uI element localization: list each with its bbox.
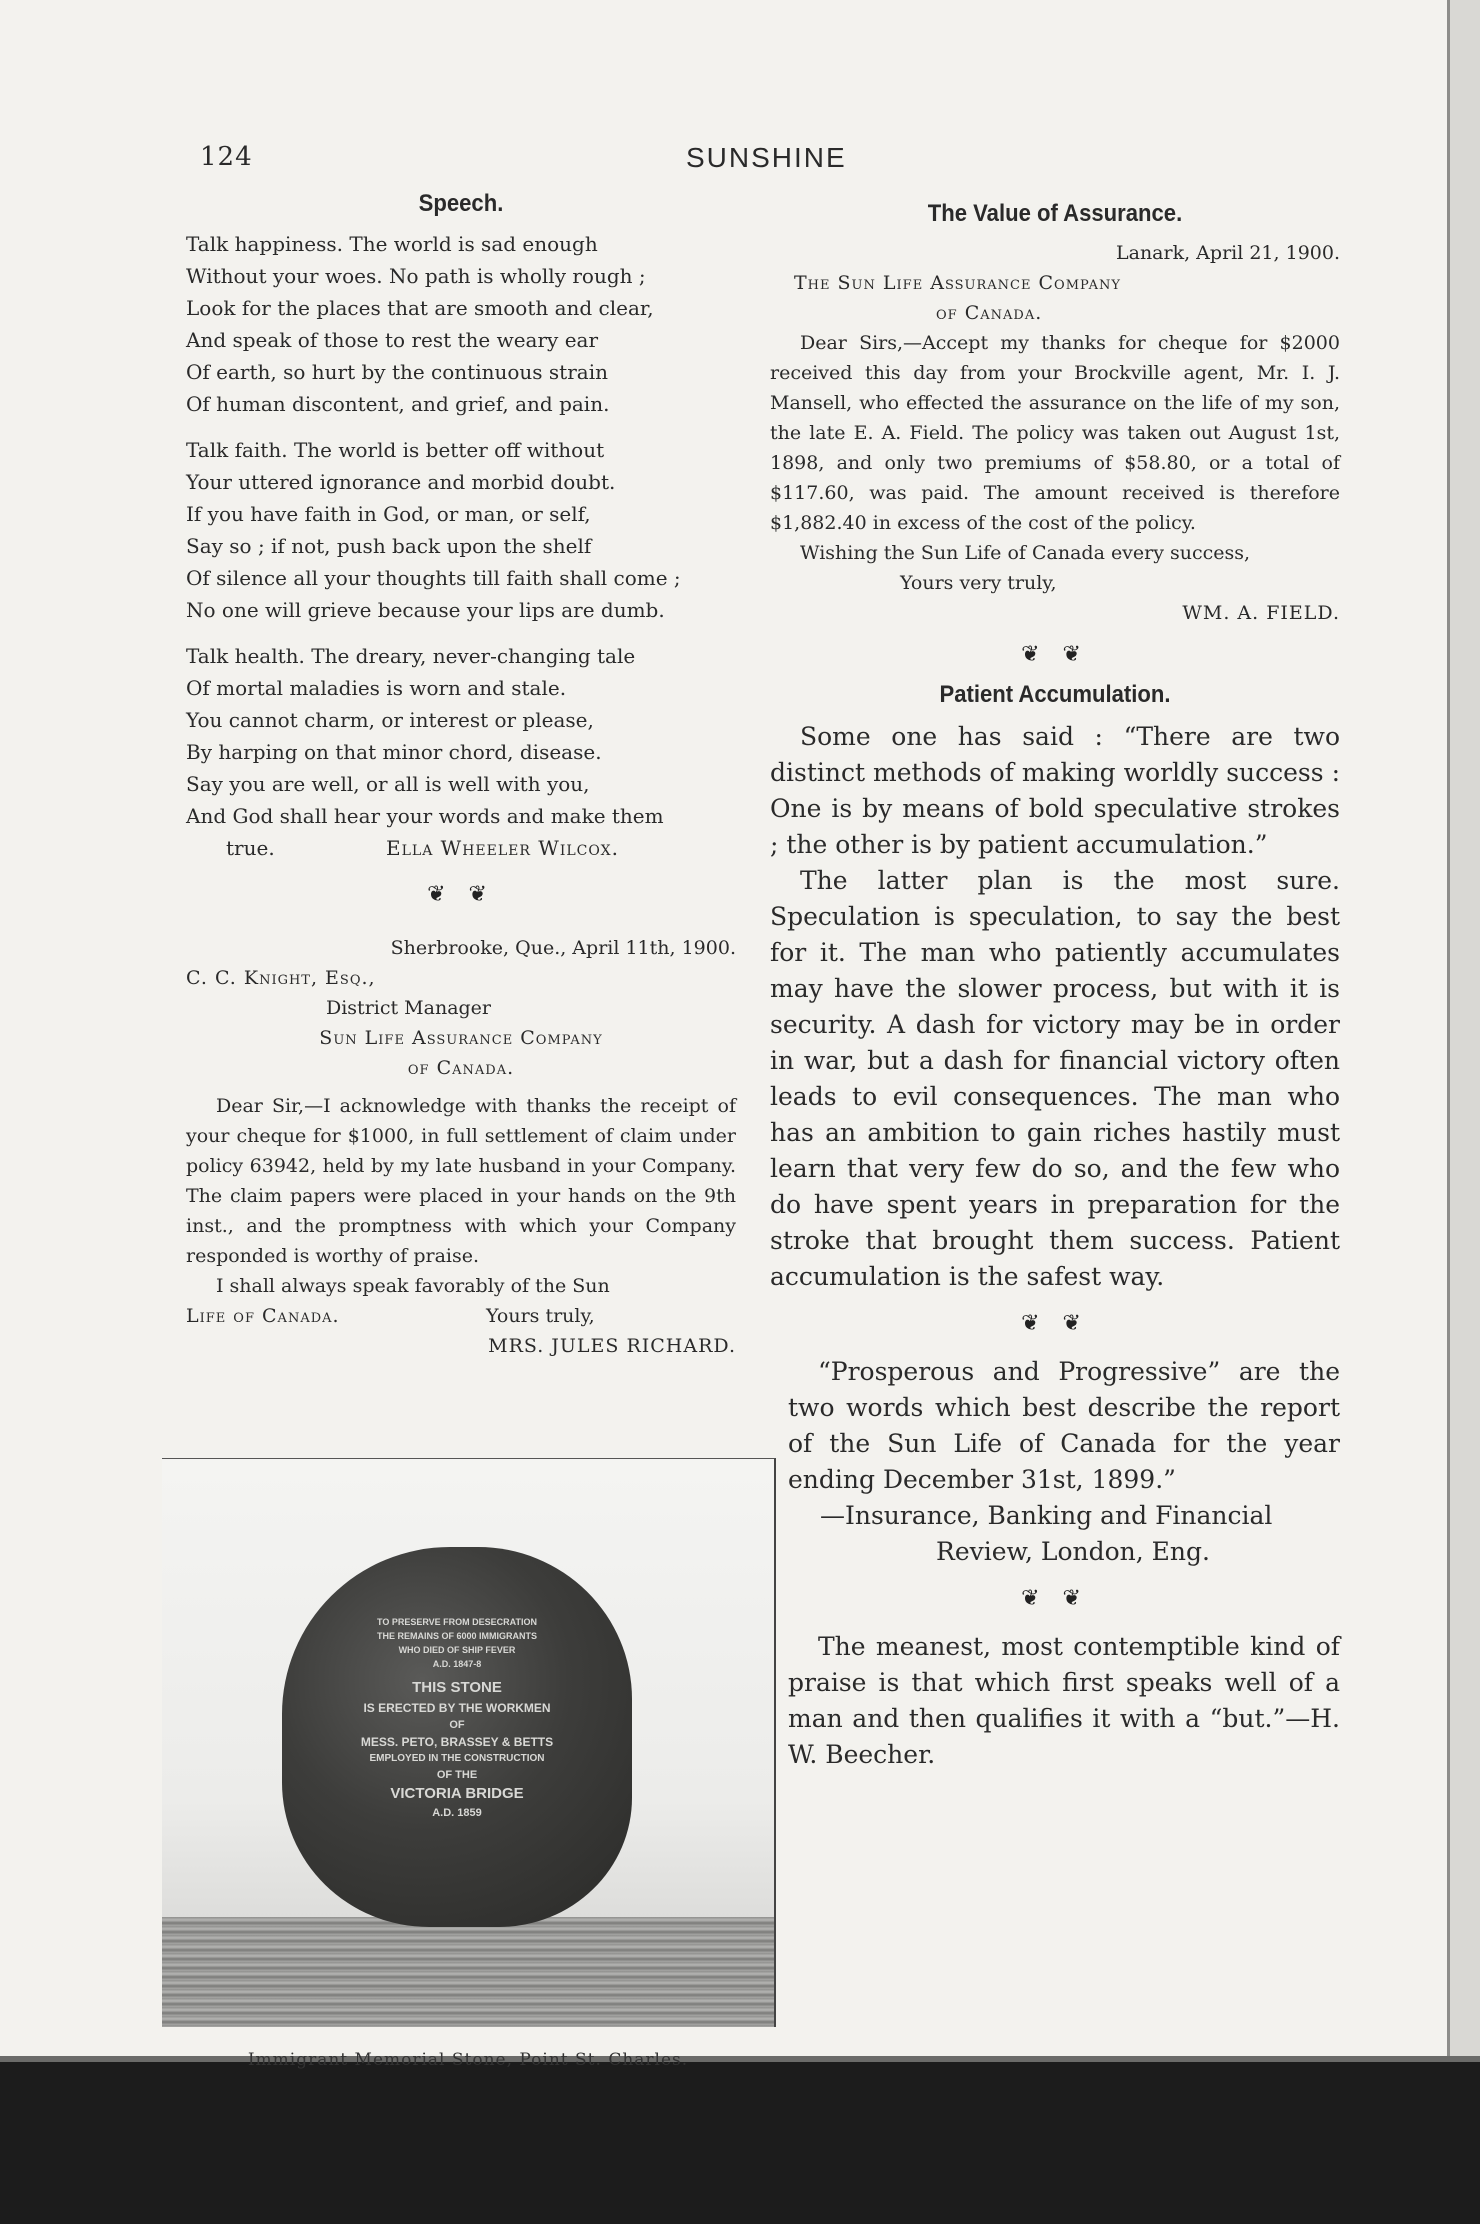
- speech-heading: Speech.: [418, 190, 504, 217]
- poem-line: Of earth, so hurt by the continuous strain: [186, 360, 608, 384]
- letter-closing-line: I shall always speak favorably of the Sun: [216, 1275, 610, 1297]
- prosperous-source: —Insurance, Banking and Financial: [820, 1501, 1273, 1530]
- stone-inscription: EMPLOYED IN THE CONSTRUCTION: [369, 1753, 545, 1764]
- poem-last-word: true.: [226, 836, 275, 860]
- stone-inscription: VICTORIA BRIDGE: [390, 1785, 524, 1802]
- letter-company: The Sun Life Assurance Company: [794, 272, 1121, 294]
- letter-company-country: of Canada.: [936, 302, 1043, 324]
- page-edge: [1450, 0, 1480, 2224]
- letter-company-country: of Canada.: [407, 1057, 515, 1079]
- poem-stanza-2: [186, 434, 736, 626]
- page-number: 124: [200, 142, 253, 172]
- poem-line: Of silence all your thoughts till faith shall come ;: [186, 566, 681, 590]
- left-column: [186, 190, 736, 1361]
- ornament-divider: ❦ ❦: [1021, 1586, 1089, 1611]
- scan-border: [0, 2062, 1480, 2224]
- stone-inscription: MESS. PETO, BRASSEY & BETTS: [360, 1735, 554, 1749]
- poem-line: Talk happiness. The world is sad enough: [186, 232, 598, 256]
- prosperous-quote: “Prosperous and Progressive” are the two words which best describe the report of the Sun Life of Canada for the year ending December 31st, 1899.”: [788, 1357, 1340, 1494]
- poem-line: By harping on that minor chord, disease.: [186, 740, 602, 764]
- stone-inscription: A.D. 1847-8: [432, 1659, 482, 1669]
- letter-yours: Yours very truly,: [900, 572, 1057, 594]
- ornament-divider: ❦ ❦: [1021, 1311, 1089, 1336]
- letter-closing: [186, 1271, 736, 1301]
- poem-line: Without your woes. No path is wholly rough ;: [186, 264, 646, 288]
- stone-inscription: THE REMAINS OF 6000 IMMIGRANTS: [376, 1631, 538, 1641]
- stone-inscription: WHO DIED OF SHIP FEVER: [398, 1645, 516, 1655]
- running-head: SUNSHINE: [686, 142, 847, 173]
- poem-line: Look for the places that are smooth and clear,: [186, 296, 654, 320]
- letter-signature: WM. A. FIELD.: [1182, 602, 1340, 624]
- poem-stanza-1: [186, 228, 736, 420]
- poem-author: Ella Wheeler Wilcox.: [386, 836, 619, 860]
- letter-signature: MRS. JULES RICHARD.: [488, 1335, 736, 1357]
- letter-wish: Wishing the Sun Life of Canada every success,: [800, 542, 1251, 564]
- poem-line: Talk health. The dreary, never-changing tale: [186, 644, 636, 668]
- stone-inscription: THIS STONE: [412, 1679, 502, 1696]
- letter-yours: Yours truly,: [486, 1305, 595, 1327]
- letter-company: Sun Life Assurance Company: [319, 1027, 603, 1049]
- beecher-quote: The meanest, most contemptible kind of praise is that which first speaks well of a man and then qualifies it with a “but.”—H. W. Beecher.: [788, 1632, 1340, 1769]
- stone-inscription: IS ERECTED BY THE WORKMEN: [363, 1701, 551, 1715]
- ornament-divider: ❦ ❦: [1021, 642, 1089, 667]
- ornament-divider: ❦ ❦: [427, 882, 495, 907]
- poem-line: Of mortal maladies is worn and stale.: [186, 676, 567, 700]
- prosperous-source-2: Review, London, Eng.: [936, 1537, 1210, 1566]
- poem-line: Talk faith. The world is better off without: [186, 438, 605, 462]
- poem-line: No one will grieve because your lips are dumb.: [186, 598, 665, 622]
- letter-addressee: C. C. Knight, Esq.,: [186, 967, 376, 989]
- poem-line: Your uttered ignorance and morbid doubt.: [186, 470, 616, 494]
- letter-closing-company: Life of Canada.: [186, 1305, 340, 1327]
- poem-line: Of human discontent, and grief, and pain.: [186, 392, 610, 416]
- poem-line: Say so ; if not, push back upon the shelf: [186, 534, 592, 558]
- stone-inscription: OF: [449, 1719, 465, 1731]
- memorial-stone-photo: [162, 1458, 776, 2027]
- poem-line: Say you are well, or all is well with you,: [186, 772, 590, 796]
- letter-body: Dear Sir,—I acknowledge with thanks the receipt of your cheque for $1000, in full settlement of claim under policy 63942, held by my late husband in your Company. The claim papers were placed in your hands on the 9th inst., and the promptness with which your Company responded is worthy of praise.: [186, 1095, 736, 1267]
- patient-heading: Patient Accumulation.: [939, 681, 1171, 708]
- value-assurance-heading: The Value of Assurance.: [927, 200, 1183, 227]
- memorial-stone: [282, 1547, 632, 1927]
- letter-place-date: Lanark, April 21, 1900.: [1116, 242, 1340, 264]
- photo-caption: Immigrant Memorial Stone, Point St. Charles.: [247, 2050, 689, 2070]
- letter-closing-2: [186, 1301, 736, 1331]
- right-column: [770, 200, 1340, 1773]
- poem-signature: [186, 832, 736, 864]
- letter-place-date: Sherbrooke, Que., April 11th, 1900.: [390, 937, 736, 959]
- stone-inscription: TO PRESERVE FROM DESECRATION: [376, 1617, 538, 1627]
- photo-ground: [162, 1917, 774, 2027]
- stone-inscription: OF THE: [436, 1769, 478, 1781]
- letter-role: District Manager: [326, 997, 492, 1019]
- poem-stanza-3: [186, 640, 736, 832]
- poem-line: If you have faith in God, or man, or self,: [186, 502, 591, 526]
- poem-line: And speak of those to rest the weary ear: [186, 328, 599, 352]
- patient-paragraph-1: Some one has said : “There are two distinct methods of making worldly success : One is by means of bold speculative strokes ; the other is by patient accumulation.”: [770, 722, 1340, 859]
- poem-line: And God shall hear your words and make them: [186, 804, 664, 828]
- patient-paragraph-2: The latter plan is the most sure. Speculation is speculation, to say the best for it. The man who patiently accumulates may have the slower process, but with it is security. A dash for victory may be in order in war, but a dash for financial victory often leads to evil consequences. The man who has an ambition to gain riches hastily must learn that very few do so, and the few who do have spent years in preparation for the stroke that brought them success. Patient accumulation is the safest way.: [770, 866, 1340, 1291]
- letter-body: Dear Sirs,—Accept my thanks for cheque for $2000 received this day from your Brockville agent, Mr. I. J. Mansell, who effected the assurance on the life of my son, the late E. A. Field. The policy was taken out August 1st, 1898, and only two premiums of $58.80, or a total of $117.60, was paid. The amount received is therefore $1,882.40 in excess of the cost of the policy.: [770, 332, 1340, 534]
- stone-inscription: A.D. 1859: [432, 1807, 482, 1819]
- poem-line: You cannot charm, or interest or please,: [186, 708, 594, 732]
